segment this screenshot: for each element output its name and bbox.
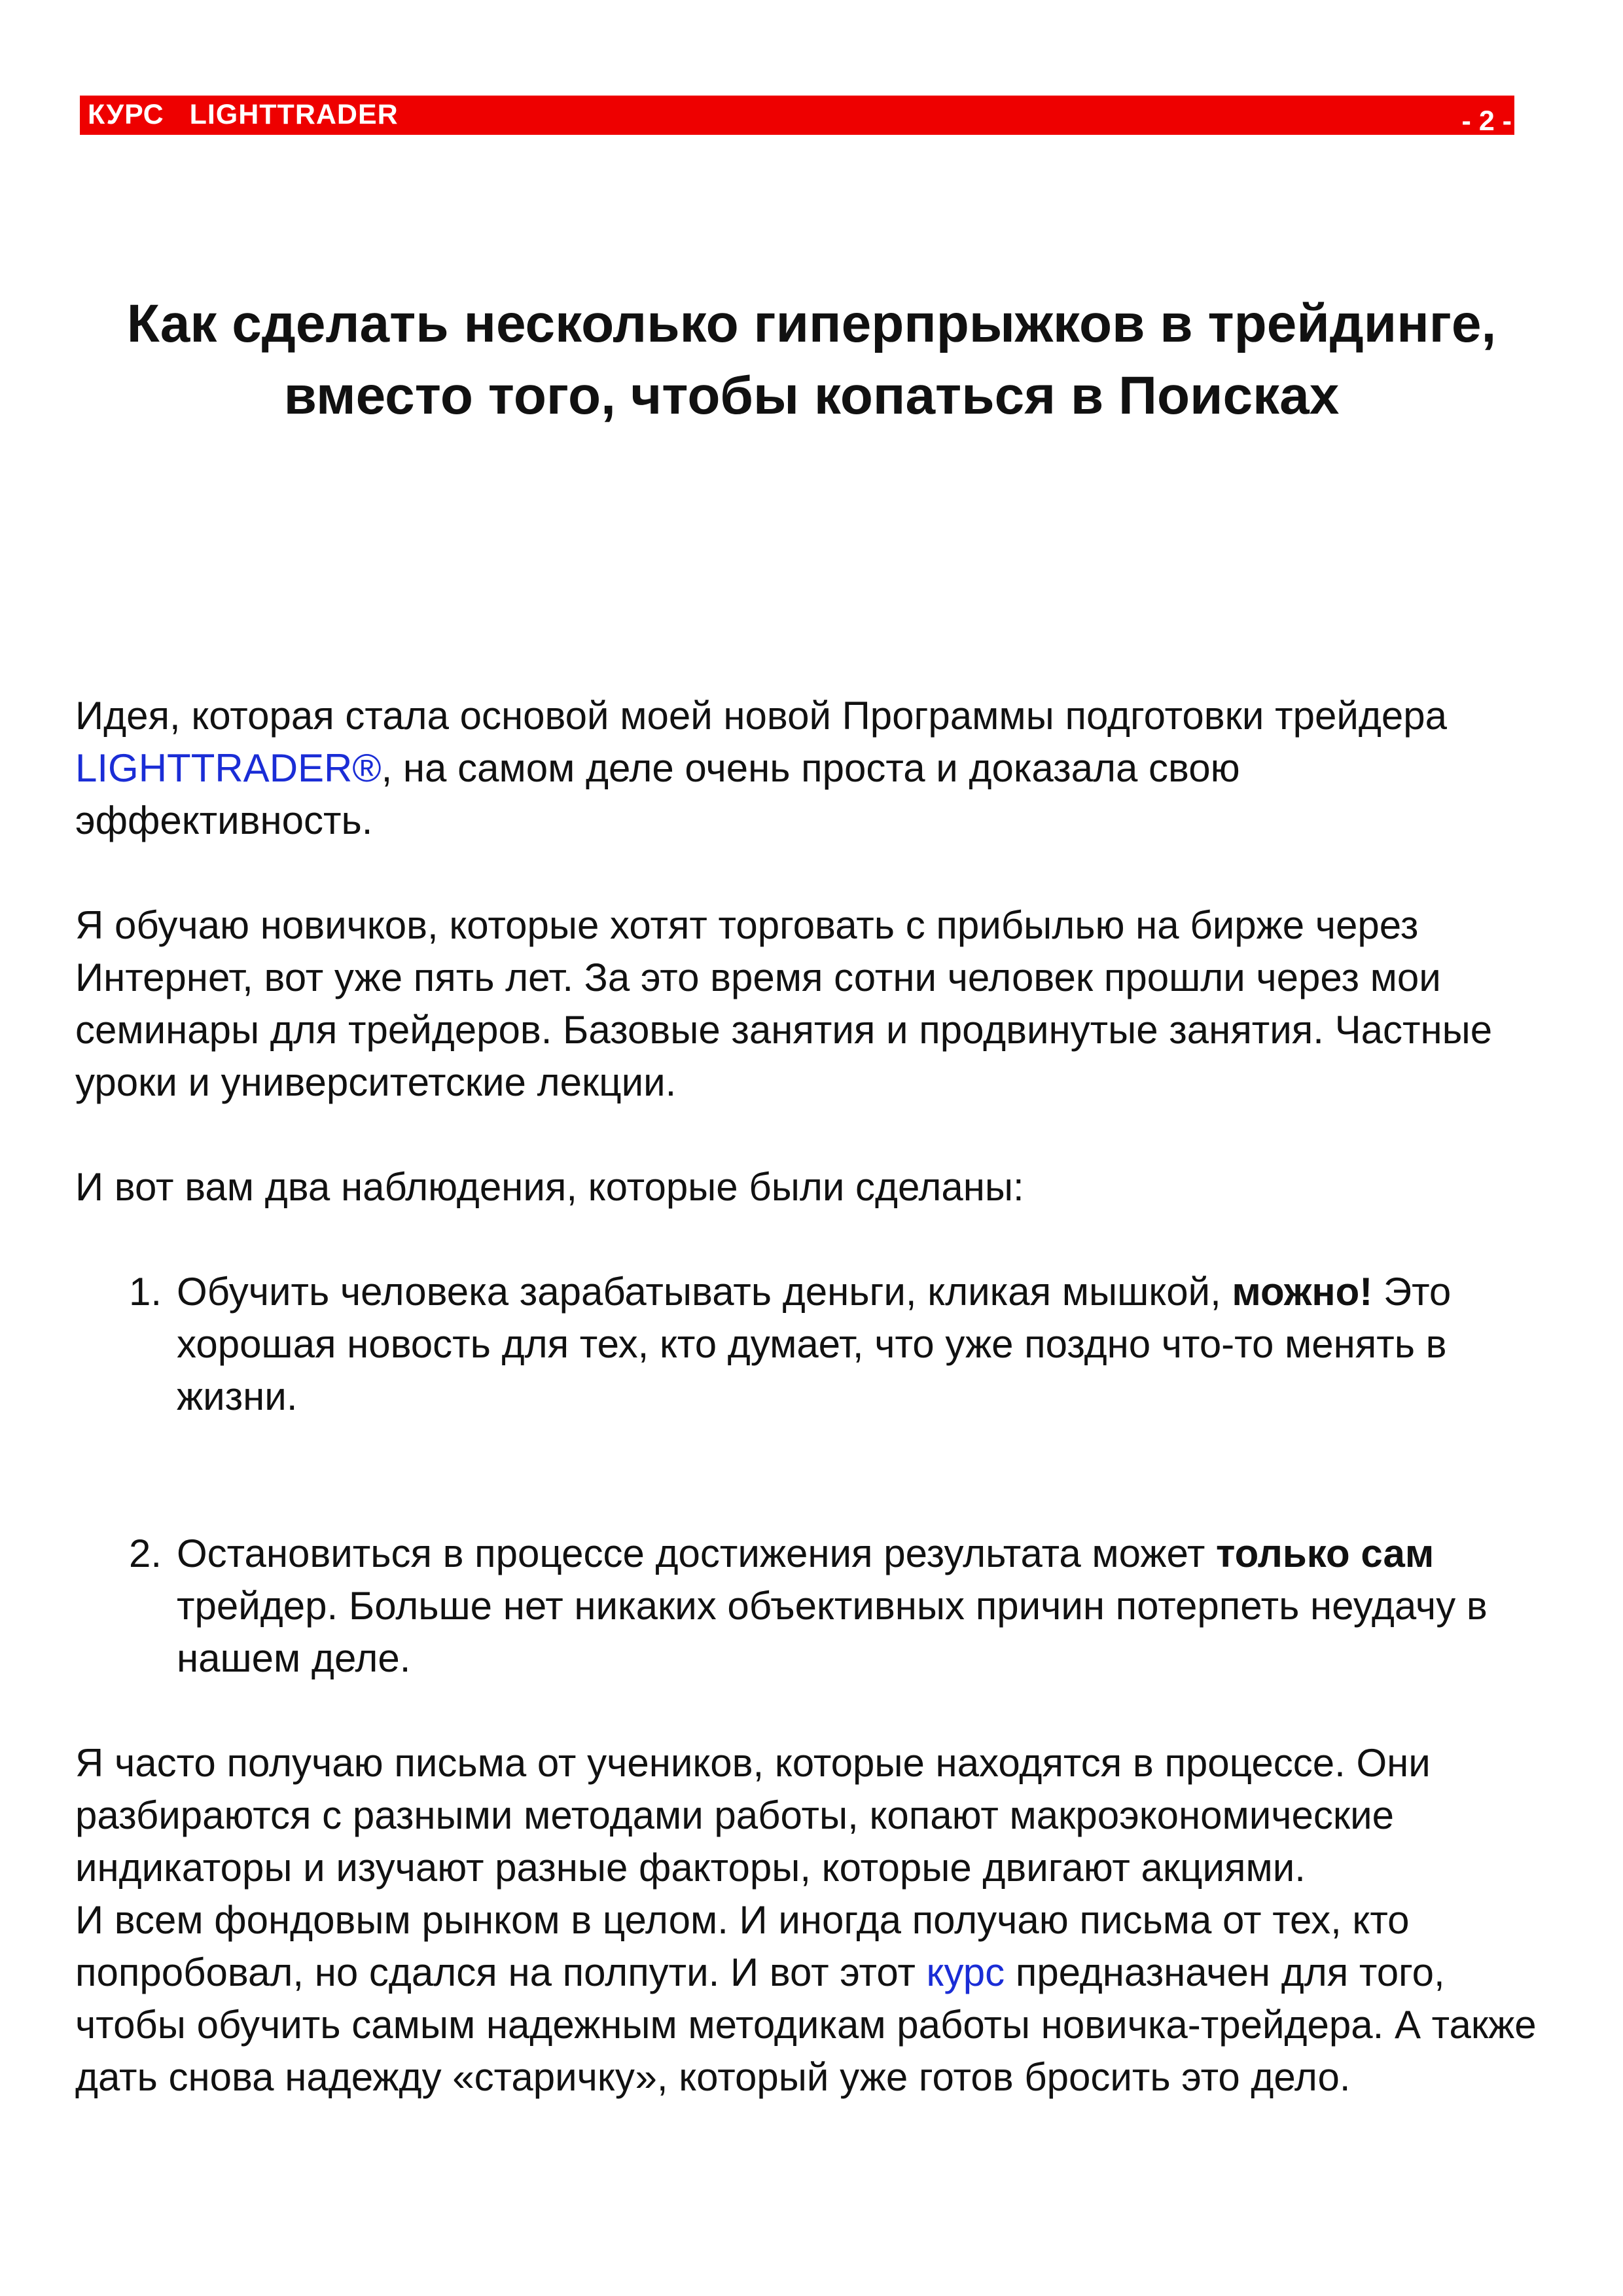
observations-list <box>75 1266 1541 1685</box>
paragraph-experience: Я обучаю новичков, которые хотят торговать с прибылью на бирже через Интернет, вот уже пять лет. За это время сотни человек прошли через мои семинары для трейдеров. Базовые занятия и продвинутые занятия. Частные уроки и университетские лекции. <box>75 903 1493 1104</box>
spacer <box>75 1109 1541 1161</box>
paragraph-intro-text: Идея, которая стала основой моей новой Программы подготовки трейдера <box>75 694 1447 738</box>
page-number: - 2 - <box>1461 105 1512 137</box>
list-item-bold: можно! <box>1232 1270 1373 1314</box>
list-item-bold: только сам <box>1216 1532 1435 1575</box>
list-item-text-end: Это хорошая новость для тех, кто думает, что уже поздно что-то менять в жизни. <box>177 1270 1452 1418</box>
course-link[interactable]: курс <box>926 1950 1005 1994</box>
list-item-text: Остановиться в процессе достижения результата может <box>177 1532 1217 1575</box>
paragraph-intro <box>75 690 1541 847</box>
paragraph-intro-text-end: , на самом деле очень проста и доказала свою эффективность. <box>75 746 1240 842</box>
spacer <box>75 847 1541 899</box>
list-item-number: 2. <box>129 1532 162 1575</box>
paragraph-course-purpose <box>75 1894 1541 2104</box>
list-item-text-end: трейдер. Больше нет никаких объективных причин потерпеть неудачу в нашем деле. <box>177 1584 1488 1680</box>
paragraph-course-text: И всем фондовым рынком в целом. И иногда получаю письма от тех, кто попробовал, но сдался на полпути. И вот этот <box>75 1898 1410 1994</box>
paragraph-observations: И вот вам два наблюдения, которые были сделаны: <box>75 1165 1024 1209</box>
paragraph-course-text-end: предназначен для того, чтобы обучить самым надежным методикам работы новичка-трейдера. А также дать снова надежду «старичку», который уже готов бросить это дело. <box>75 1950 1537 2099</box>
page-title: Как сделать несколько гиперпрыжков в трейдинге, вместо того, чтобы копаться в Поисках <box>126 294 1497 425</box>
list-item <box>75 1266 1541 1423</box>
document-body <box>75 690 1541 2104</box>
paragraph-letters: Я часто получаю письма от учеников, которые находятся в процессе. Они разбираются с разными методами работы, копают макроэкономические индикаторы и изучают разные факторы, которые двигают акциями. <box>75 1741 1431 1890</box>
list-item <box>75 1528 1541 1685</box>
lighttrader-link[interactable]: LIGHTTRADER® <box>75 746 382 790</box>
header-bar <box>80 96 1514 135</box>
list-item-number: 1. <box>129 1270 162 1314</box>
spacer <box>75 1685 1541 1737</box>
spacer <box>75 1213 1541 1266</box>
list-item-text: Обучить человека зарабатывать деньги, кликая мышкой, <box>177 1270 1232 1314</box>
course-label: КУРС LIGHTTRADER <box>88 99 399 130</box>
